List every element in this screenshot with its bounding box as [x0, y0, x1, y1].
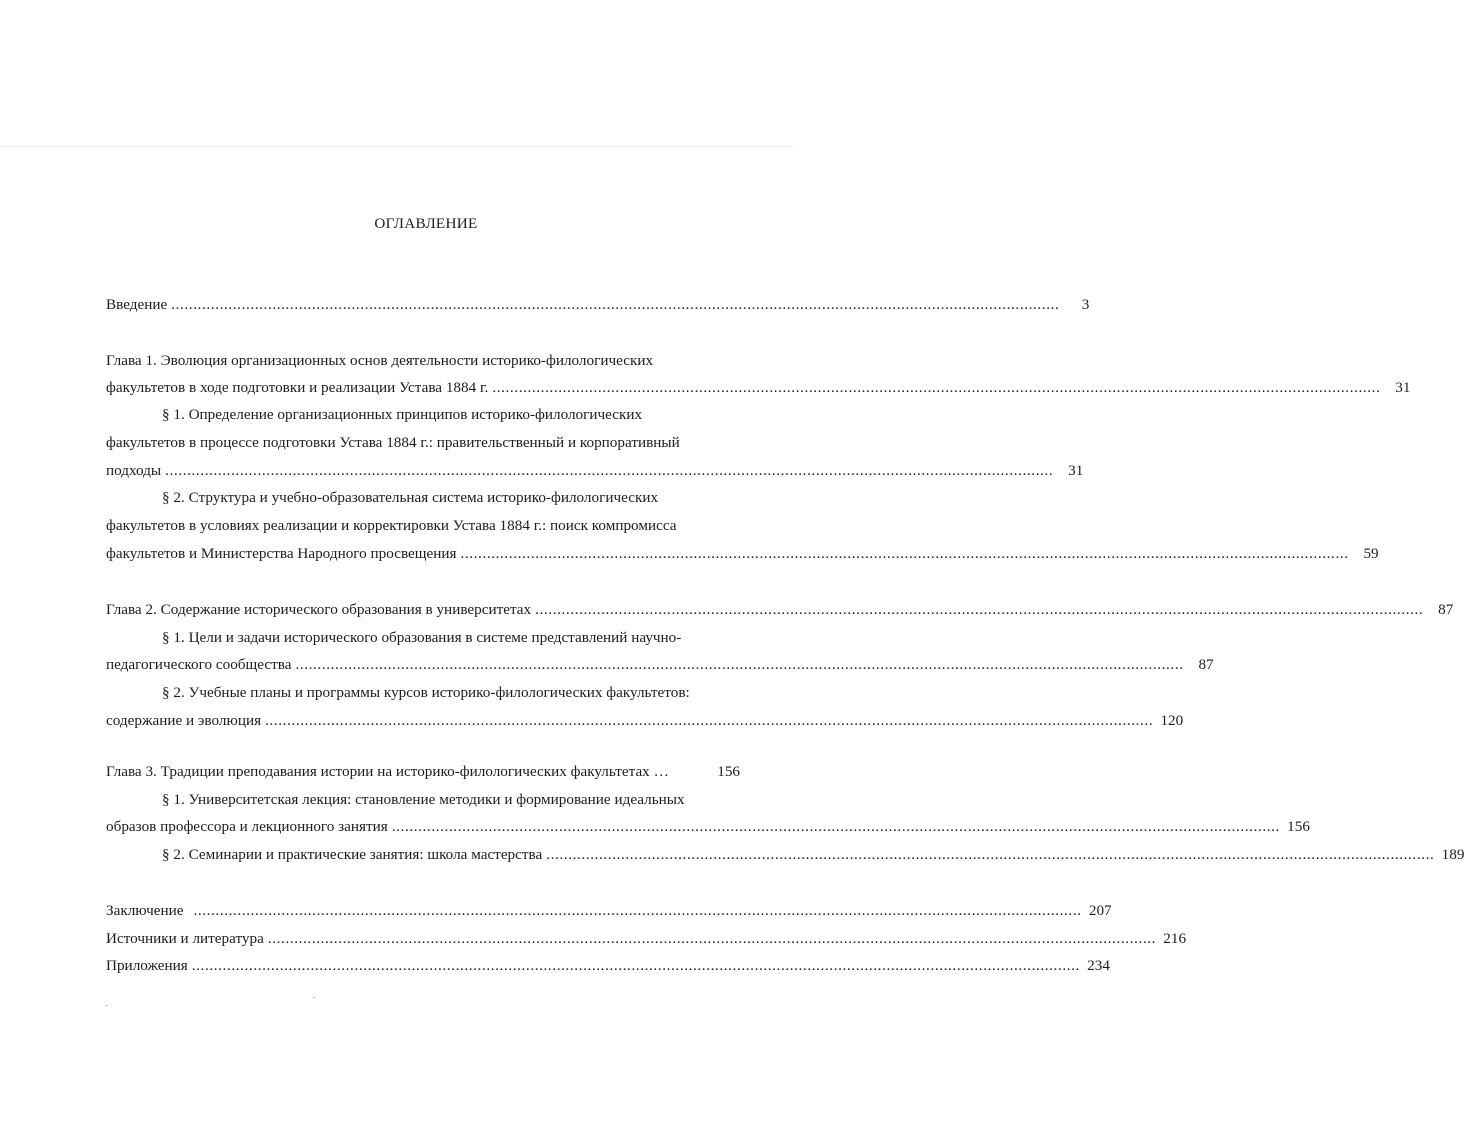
toc-chapter-2	[106, 601, 1454, 619]
toc-entry-text: § 1. Цели и задачи исторического образования в системе представлений научно-	[162, 629, 682, 646]
page-title: ОГЛАВЛЕНИЕ	[374, 215, 478, 232]
toc-section-1-2-line-3	[106, 545, 1379, 563]
scan-edge-line	[0, 146, 793, 147]
toc-entry-label: Заключение	[106, 902, 184, 919]
toc-entry-text: Глава 3. Традиции преподавания истории на историко-филологических факультетах …	[106, 763, 669, 780]
toc-page-number: 3	[1081, 296, 1090, 313]
toc-page-number: 207	[1088, 902, 1112, 919]
toc-page-number: 31	[1395, 379, 1411, 396]
toc-section-3-2	[162, 846, 1464, 864]
toc-section-1-2-line-1	[162, 489, 740, 507]
toc-page-number: 189	[1441, 846, 1464, 863]
toc-chapter-1-line-1	[106, 352, 740, 370]
toc-chapter-1-line-2	[106, 379, 1411, 397]
toc-entry-text: § 2. Учебные планы и программы курсов историко-филологических факультетов:	[162, 684, 690, 701]
dot-leader: ..........................................................................................................................................................................................................	[391, 818, 1280, 835]
toc-entry-text: Глава 1. Эволюция организационных основ деятельности историко-филологических	[106, 352, 654, 369]
dot-leader: ..........................................................................................................................................................................................................	[191, 957, 1080, 974]
dot-leader: ..........................................................................................................................................................................................................	[460, 545, 1349, 562]
toc-entry-text: факультетов в условиях реализации и корректировки Устава 1884 г.: поиск компромисса	[106, 517, 677, 534]
toc-page-number: 59	[1363, 545, 1379, 562]
toc-entry-sources	[106, 930, 1187, 948]
toc-page-number: 156	[1287, 818, 1310, 835]
dot-leader: ..........................................................................................................................................................................................................	[492, 379, 1381, 396]
toc-page-number: 234	[1087, 957, 1110, 974]
toc-section-3-1-line-2	[106, 818, 1310, 836]
dot-leader: ..........................................................................................................................................................................................................	[265, 712, 1154, 729]
toc-entry-text: § 1. Определение организационных принципов историко-филологических	[162, 406, 643, 423]
dot-leader: ..........................................................................................................................................................................................................	[165, 462, 1054, 479]
toc-entry-text: содержание и эволюция	[106, 712, 262, 729]
toc-entry-text: образов профессора и лекционного занятия	[106, 818, 388, 835]
toc-entry-label: Введение	[106, 296, 168, 313]
dot-leader: ..........................................................................................................................................................................................................	[546, 846, 1435, 863]
toc-page-number: 87	[1198, 656, 1214, 673]
toc-entry-label: Приложения	[106, 957, 188, 974]
toc-section-2-2-line-2	[106, 712, 1184, 730]
toc-entry-text: факультетов в процессе подготовки Устава 1884 г.: правительственный и корпоративный	[106, 434, 680, 451]
toc-section-2-2-line-1	[162, 684, 740, 702]
toc-entry-appendix	[106, 957, 1110, 975]
dot-leader: ..........................................................................................................................................................................................................	[193, 902, 1082, 919]
toc-entry-text: § 2. Структура и учебно-образовательная система историко-филологических	[162, 489, 659, 506]
toc-entry-label: Источники и литература	[106, 930, 264, 947]
toc-section-3-1-line-1	[162, 791, 740, 809]
toc-page-number: 31	[1068, 462, 1084, 479]
toc-page-number: 87	[1438, 601, 1454, 618]
toc-section-1-1-line-1	[162, 406, 740, 424]
scan-speck	[106, 1005, 108, 1006]
toc-section-2-1-line-1	[162, 629, 740, 647]
dot-leader: ..........................................................................................................................................................................................................	[295, 656, 1184, 673]
toc-entry-introduction	[106, 296, 1090, 314]
toc-page-number: 156	[717, 763, 740, 780]
toc-section-2-1-line-2	[106, 656, 1214, 674]
toc-entry-text: педагогического сообщества	[106, 656, 292, 673]
toc-entry-text: Глава 2. Содержание исторического образования в университетах	[106, 601, 532, 618]
toc-entry-text: факультетов и Министерства Народного просвещения	[106, 545, 457, 562]
toc-page-number: 216	[1163, 930, 1187, 947]
toc-section-1-1-line-3	[106, 462, 1084, 480]
dot-leader: ..........................................................................................................................................................................................................	[267, 930, 1157, 947]
dot-leader: ..........................................................................................................................................................................................................	[535, 601, 1424, 618]
toc-section-1-2-line-2	[106, 517, 740, 535]
toc-chapter-3	[106, 763, 740, 781]
toc-entry-text: факультетов в ходе подготовки и реализации Устава 1884 г.	[106, 379, 489, 396]
toc-section-1-1-line-2	[106, 434, 740, 452]
toc-entry-conclusion	[106, 902, 1112, 920]
toc-entry-text: подходы	[106, 462, 162, 479]
toc-entry-text: § 2. Семинарии и практические занятия: школа мастерства	[162, 846, 543, 863]
toc-entry-text: § 1. Университетская лекция: становление методики и формирование идеальных	[162, 791, 685, 808]
dot-leader: ..........................................................................................................................................................................................................	[171, 296, 1060, 313]
toc-page-number: 120	[1160, 712, 1184, 729]
scan-speck	[313, 997, 315, 998]
